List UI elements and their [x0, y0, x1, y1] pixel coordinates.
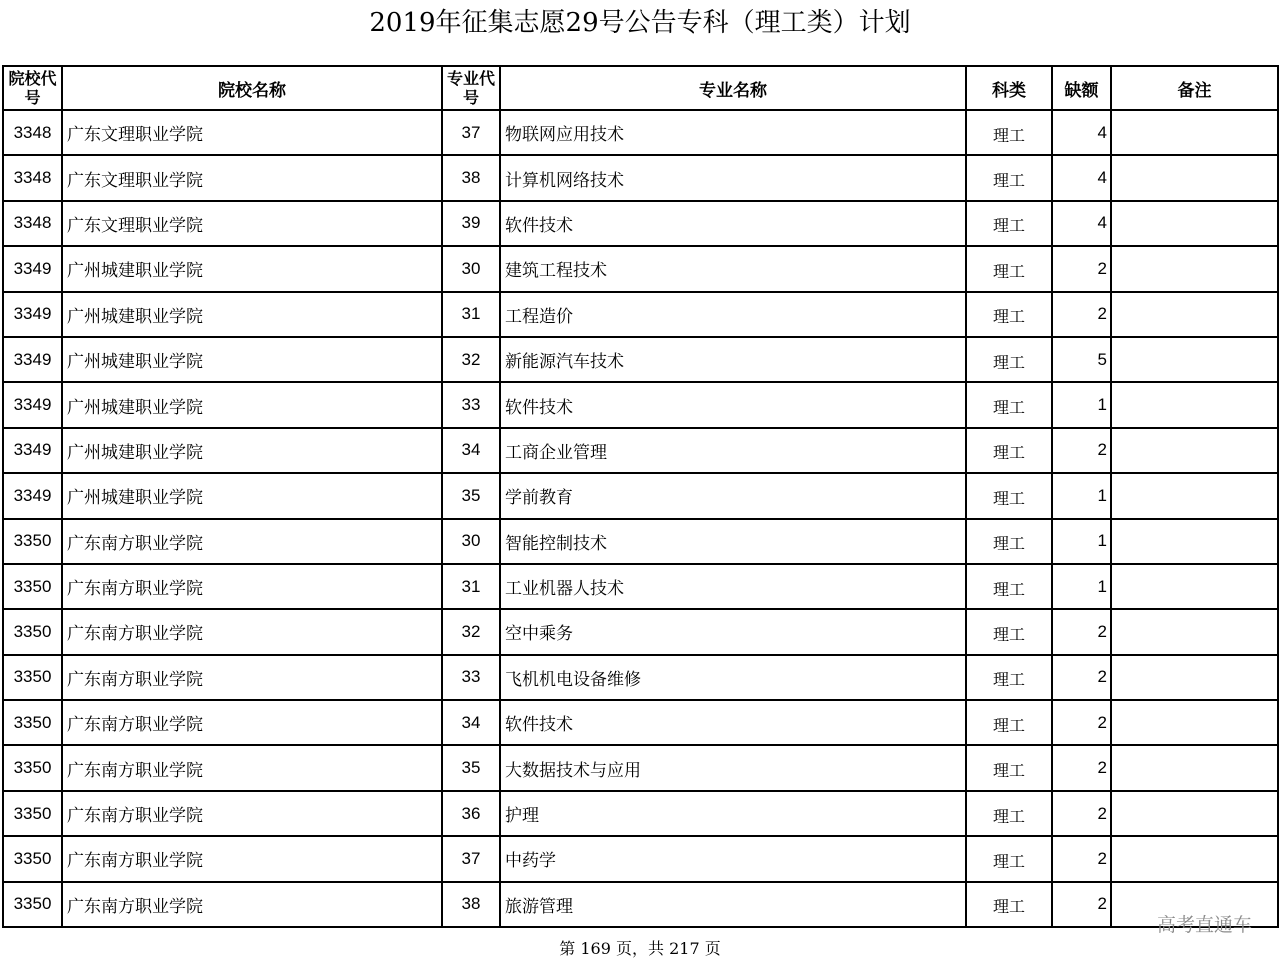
cell-major-code: 32: [442, 337, 500, 382]
table-row: [3, 609, 1278, 654]
cell-major-code: 34: [442, 700, 500, 745]
cell-vacancies: 2: [1052, 791, 1111, 836]
cell-school-code: 3350: [3, 655, 62, 700]
cell-school-name: 广东文理职业学院: [62, 201, 442, 246]
table-row: [3, 564, 1278, 609]
table-row: [3, 882, 1278, 927]
cell-school-code: 3350: [3, 882, 62, 927]
cell-school-name: 广东南方职业学院: [62, 519, 442, 564]
cell-school-name: 广东南方职业学院: [62, 836, 442, 881]
header-major-code: 专业代号: [442, 66, 500, 110]
cell-school-name: 广东南方职业学院: [62, 745, 442, 790]
cell-major-code: 30: [442, 246, 500, 291]
cell-category: 理工: [966, 110, 1052, 155]
cell-remarks: [1111, 110, 1278, 155]
cell-category: 理工: [966, 836, 1052, 881]
cell-category: 理工: [966, 292, 1052, 337]
cell-school-name: 广东文理职业学院: [62, 155, 442, 200]
cell-school-code: 3350: [3, 791, 62, 836]
header-remarks: 备注: [1111, 66, 1278, 110]
cell-major-name: 工程造价: [500, 292, 966, 337]
cell-school-code: 3350: [3, 609, 62, 654]
cell-vacancies: 2: [1052, 609, 1111, 654]
cell-category: 理工: [966, 519, 1052, 564]
table-row: [3, 519, 1278, 564]
cell-school-code: 3349: [3, 292, 62, 337]
cell-remarks: [1111, 246, 1278, 291]
cell-remarks: [1111, 155, 1278, 200]
cell-remarks: [1111, 292, 1278, 337]
table-header-row: [3, 66, 1278, 110]
table-row: [3, 337, 1278, 382]
table-row: [3, 246, 1278, 291]
cell-category: 理工: [966, 745, 1052, 790]
cell-major-name: 智能控制技术: [500, 519, 966, 564]
cell-major-name: 大数据技术与应用: [500, 745, 966, 790]
cell-school-code: 3349: [3, 337, 62, 382]
table-row: [3, 700, 1278, 745]
cell-remarks: [1111, 564, 1278, 609]
cell-category: 理工: [966, 201, 1052, 246]
cell-major-name: 计算机网络技术: [500, 155, 966, 200]
cell-major-code: 31: [442, 292, 500, 337]
cell-category: 理工: [966, 337, 1052, 382]
cell-vacancies: 2: [1052, 292, 1111, 337]
table-body: [3, 110, 1278, 927]
cell-major-name: 工业机器人技术: [500, 564, 966, 609]
cell-school-name: 广东南方职业学院: [62, 882, 442, 927]
cell-vacancies: 2: [1052, 745, 1111, 790]
cell-remarks: [1111, 836, 1278, 881]
cell-category: 理工: [966, 246, 1052, 291]
cell-category: 理工: [966, 428, 1052, 473]
cell-vacancies: 1: [1052, 519, 1111, 564]
cell-vacancies: 2: [1052, 246, 1111, 291]
cell-school-name: 广东南方职业学院: [62, 564, 442, 609]
cell-remarks: [1111, 745, 1278, 790]
table-row: [3, 836, 1278, 881]
cell-major-code: 34: [442, 428, 500, 473]
cell-vacancies: 4: [1052, 201, 1111, 246]
cell-vacancies: 2: [1052, 836, 1111, 881]
cell-major-name: 软件技术: [500, 382, 966, 427]
cell-major-name: 建筑工程技术: [500, 246, 966, 291]
cell-school-name: 广州城建职业学院: [62, 382, 442, 427]
cell-major-code: 33: [442, 655, 500, 700]
table-row: [3, 110, 1278, 155]
cell-category: 理工: [966, 700, 1052, 745]
cell-vacancies: 4: [1052, 110, 1111, 155]
cell-major-code: 30: [442, 519, 500, 564]
cell-major-name: 软件技术: [500, 700, 966, 745]
cell-school-name: 广东南方职业学院: [62, 700, 442, 745]
cell-school-name: 广州城建职业学院: [62, 246, 442, 291]
cell-remarks: [1111, 655, 1278, 700]
table-row: [3, 745, 1278, 790]
header-school-code: 院校代号: [3, 66, 62, 110]
cell-category: 理工: [966, 655, 1052, 700]
cell-remarks: [1111, 700, 1278, 745]
cell-school-name: 广州城建职业学院: [62, 292, 442, 337]
cell-major-name: 学前教育: [500, 473, 966, 518]
cell-major-name: 中药学: [500, 836, 966, 881]
cell-major-name: 物联网应用技术: [500, 110, 966, 155]
table-row: [3, 428, 1278, 473]
cell-major-name: 空中乘务: [500, 609, 966, 654]
cell-major-code: 39: [442, 201, 500, 246]
table-row: [3, 791, 1278, 836]
table-row: [3, 473, 1278, 518]
cell-major-code: 37: [442, 110, 500, 155]
cell-major-code: 32: [442, 609, 500, 654]
cell-vacancies: 2: [1052, 882, 1111, 927]
header-vacancies: 缺额: [1052, 66, 1111, 110]
cell-major-code: 35: [442, 745, 500, 790]
cell-school-code: 3350: [3, 564, 62, 609]
cell-vacancies: 2: [1052, 428, 1111, 473]
cell-vacancies: 2: [1052, 655, 1111, 700]
cell-vacancies: 1: [1052, 473, 1111, 518]
cell-category: 理工: [966, 882, 1052, 927]
cell-category: 理工: [966, 473, 1052, 518]
cell-school-code: 3349: [3, 246, 62, 291]
table-row: [3, 201, 1278, 246]
cell-category: 理工: [966, 155, 1052, 200]
cell-vacancies: 1: [1052, 564, 1111, 609]
header-school-name: 院校名称: [62, 66, 442, 110]
page-footer: 第 169 页，共 217 页: [559, 939, 721, 958]
cell-school-name: 广东文理职业学院: [62, 110, 442, 155]
table-row: [3, 382, 1278, 427]
cell-school-name: 广州城建职业学院: [62, 473, 442, 518]
cell-major-code: 38: [442, 882, 500, 927]
cell-remarks: [1111, 337, 1278, 382]
cell-remarks: [1111, 791, 1278, 836]
cell-vacancies: 1: [1052, 382, 1111, 427]
header-major-name: 专业名称: [500, 66, 966, 110]
cell-school-code: 3350: [3, 745, 62, 790]
watermark: 高考直通车: [1156, 914, 1252, 936]
table-row: [3, 655, 1278, 700]
cell-school-name: 广东南方职业学院: [62, 609, 442, 654]
cell-major-name: 旅游管理: [500, 882, 966, 927]
cell-school-code: 3349: [3, 382, 62, 427]
cell-school-code: 3350: [3, 836, 62, 881]
cell-vacancies: 5: [1052, 337, 1111, 382]
cell-major-code: 36: [442, 791, 500, 836]
cell-remarks: [1111, 473, 1278, 518]
cell-major-name: 工商企业管理: [500, 428, 966, 473]
cell-vacancies: 2: [1052, 700, 1111, 745]
cell-remarks: [1111, 428, 1278, 473]
cell-category: 理工: [966, 564, 1052, 609]
cell-category: 理工: [966, 382, 1052, 427]
cell-remarks: [1111, 519, 1278, 564]
cell-school-code: 3350: [3, 700, 62, 745]
cell-category: 理工: [966, 791, 1052, 836]
header-category: 科类: [966, 66, 1052, 110]
cell-school-name: 广东南方职业学院: [62, 655, 442, 700]
cell-school-name: 广州城建职业学院: [62, 337, 442, 382]
cell-school-code: 3349: [3, 428, 62, 473]
cell-major-name: 新能源汽车技术: [500, 337, 966, 382]
page-title: 2019年征集志愿29号公告专科（理工类）计划: [369, 8, 911, 38]
cell-major-code: 31: [442, 564, 500, 609]
cell-remarks: [1111, 609, 1278, 654]
cell-school-code: 3350: [3, 519, 62, 564]
table-row: [3, 292, 1278, 337]
cell-vacancies: 4: [1052, 155, 1111, 200]
cell-major-code: 33: [442, 382, 500, 427]
cell-major-code: 35: [442, 473, 500, 518]
cell-school-code: 3348: [3, 110, 62, 155]
cell-major-code: 37: [442, 836, 500, 881]
enrollment-plan-table: [2, 65, 1279, 928]
cell-remarks: [1111, 201, 1278, 246]
cell-school-name: 广东南方职业学院: [62, 791, 442, 836]
cell-remarks: [1111, 382, 1278, 427]
cell-school-code: 3349: [3, 473, 62, 518]
cell-school-name: 广州城建职业学院: [62, 428, 442, 473]
cell-major-name: 软件技术: [500, 201, 966, 246]
table-row: [3, 155, 1278, 200]
cell-school-code: 3348: [3, 201, 62, 246]
cell-major-code: 38: [442, 155, 500, 200]
cell-school-code: 3348: [3, 155, 62, 200]
cell-major-name: 飞机机电设备维修: [500, 655, 966, 700]
cell-category: 理工: [966, 609, 1052, 654]
cell-major-name: 护理: [500, 791, 966, 836]
